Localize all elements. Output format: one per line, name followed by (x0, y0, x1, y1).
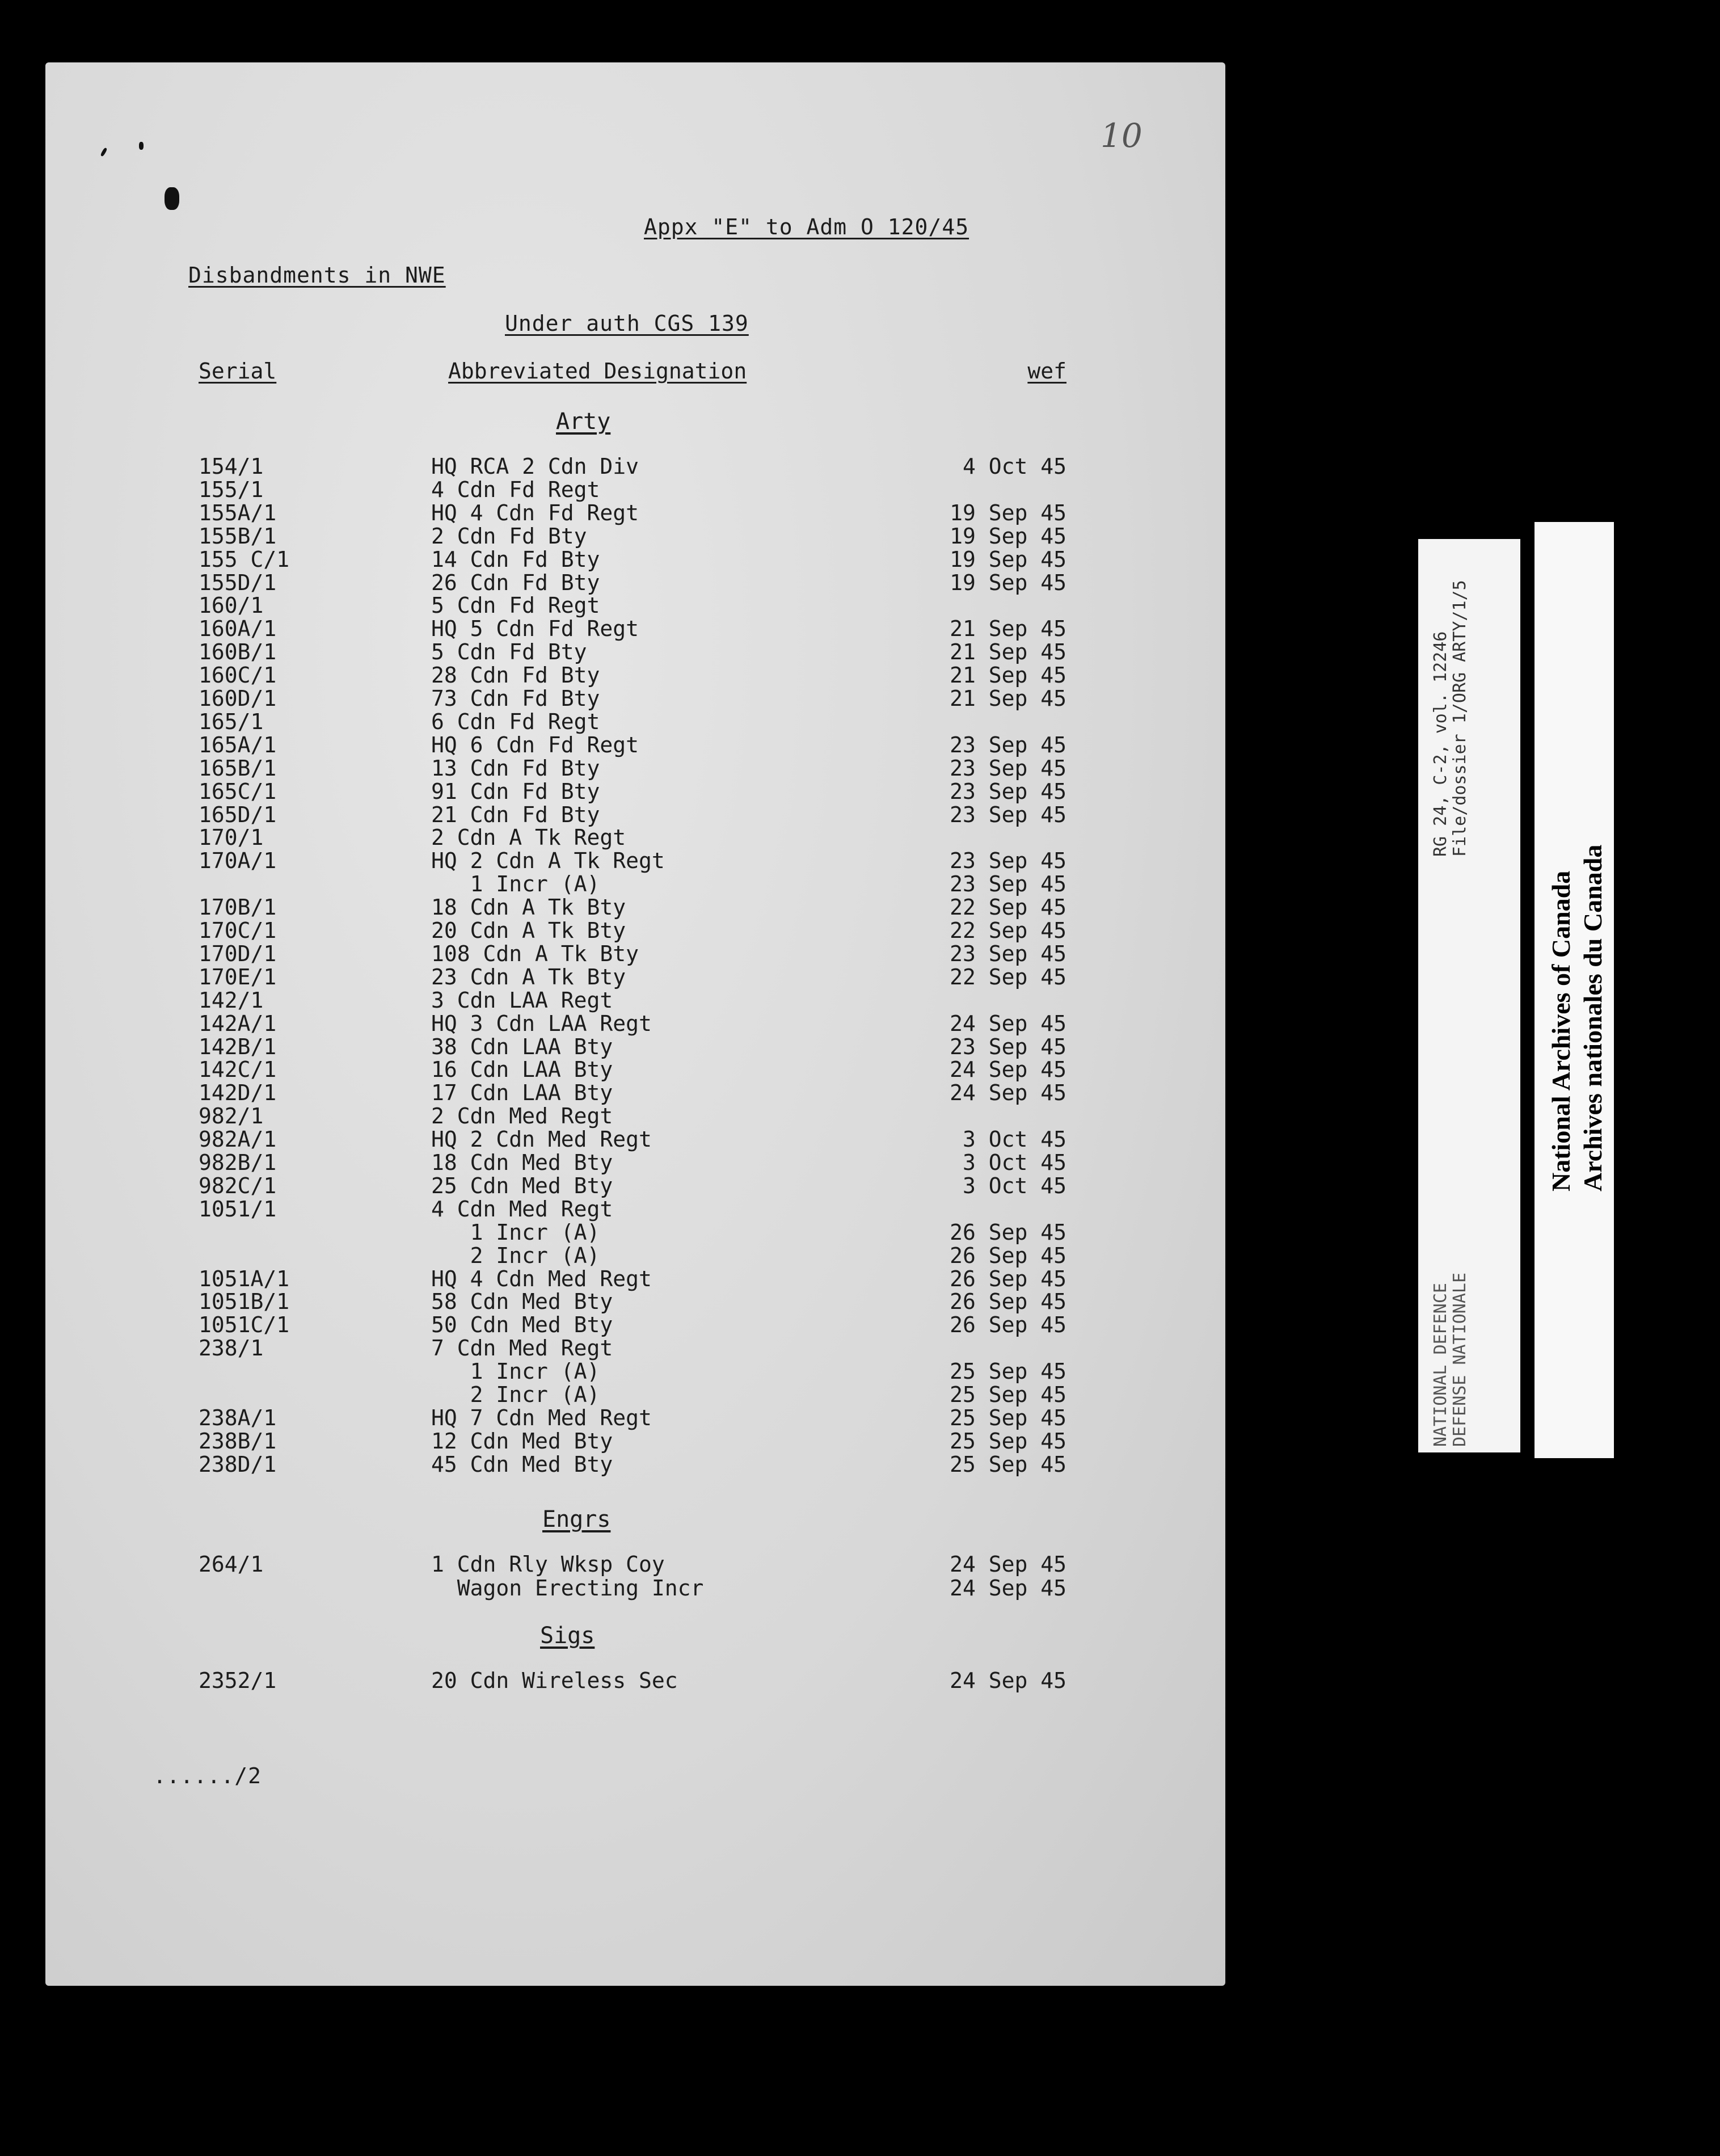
table-row (45, 1336, 1225, 1361)
designation-cell: 18 Cdn Med Bty (431, 1150, 613, 1175)
table-row (45, 755, 1225, 781)
wef-cell: 26 Sep 45 (950, 1289, 1066, 1315)
designation-cell: 25 Cdn Med Bty (431, 1173, 613, 1198)
designation-cell: 18 Cdn A Tk Bty (431, 895, 626, 920)
table-row (45, 918, 1225, 941)
table-row (45, 454, 1225, 477)
table-row (45, 1668, 1225, 1691)
table-row (45, 477, 1225, 500)
table-row (45, 1011, 1225, 1034)
serial-cell: 982A/1 (199, 1127, 277, 1152)
designation-cell: 2 Cdn A Tk Regt (431, 825, 626, 850)
table-row (45, 1428, 1225, 1454)
table-row (45, 1289, 1225, 1315)
wef-cell: 19 Sep 45 (950, 523, 1066, 549)
table-row (45, 1220, 1225, 1243)
designation-cell: HQ 4 Cdn Fd Regt (431, 500, 639, 525)
column-headers (45, 359, 1225, 384)
table-row (45, 593, 1225, 616)
table-row (45, 1452, 1225, 1475)
wef-cell: 25 Sep 45 (950, 1382, 1066, 1407)
table-row (45, 1552, 1225, 1577)
serial-cell: 238A/1 (199, 1405, 277, 1430)
wef-cell: 4 Oct 45 (962, 454, 1066, 479)
designation-cell: 5 Cdn Fd Bty (431, 639, 587, 665)
document-title: Disbandments in NWE (188, 263, 446, 288)
serial-cell: 142A/1 (199, 1010, 277, 1036)
table-row (45, 1266, 1225, 1289)
wef-cell: 3 Oct 45 (962, 1150, 1066, 1175)
serial-cell: 238D/1 (199, 1451, 277, 1477)
serial-cell: 160/1 (199, 593, 264, 618)
wef-cell: 23 Sep 45 (950, 871, 1066, 897)
serial-cell: 155 C/1 (199, 546, 290, 572)
table-row (45, 523, 1225, 549)
serial-cell: 1051A/1 (199, 1266, 290, 1291)
wef-cell: 19 Sep 45 (950, 500, 1066, 525)
designation-cell: 6 Cdn Fd Regt (431, 709, 600, 734)
wef-cell: 23 Sep 45 (950, 755, 1066, 781)
wef-cell: 24 Sep 45 (950, 1552, 1066, 1577)
serial-cell: 142C/1 (199, 1057, 277, 1083)
header-reference: Appx "E" to Adm O 120/45 (644, 214, 969, 239)
serial-cell: 982C/1 (199, 1173, 277, 1198)
table-row (45, 732, 1225, 755)
designation-cell: 45 Cdn Med Bty (431, 1451, 613, 1477)
serial-cell: 170E/1 (199, 964, 277, 989)
serial-cell: 142/1 (199, 987, 264, 1013)
wef-cell: 23 Sep 45 (950, 802, 1066, 827)
wef-cell: 23 Sep 45 (950, 778, 1066, 804)
wef-cell: 19 Sep 45 (950, 570, 1066, 595)
designation-cell: 91 Cdn Fd Bty (431, 778, 600, 804)
serial-cell: 155B/1 (199, 523, 277, 549)
table-row (45, 825, 1225, 848)
serial-cell: 160B/1 (199, 639, 277, 665)
serial-cell: 264/1 (199, 1552, 264, 1577)
designation-cell: 50 Cdn Med Bty (431, 1312, 613, 1338)
designation-cell: HQ 7 Cdn Med Regt (431, 1405, 652, 1430)
designation-cell: HQ 3 Cdn LAA Regt (431, 1010, 652, 1036)
archive-ref-line2: File/dossier 1/ORG ARTY/1/5 (1450, 580, 1470, 857)
archives-name-en: National Archives of Canada (1546, 870, 1575, 1191)
wef-cell: 21 Sep 45 (950, 639, 1066, 665)
wef-cell: 21 Sep 45 (950, 686, 1066, 711)
column-header-serial: Serial (199, 359, 277, 384)
serial-cell: 982B/1 (199, 1150, 277, 1175)
designation-cell: 17 Cdn LAA Bty (431, 1080, 613, 1106)
table-row (45, 1405, 1225, 1428)
table-row (45, 1127, 1225, 1152)
table-row (45, 1034, 1225, 1057)
serial-cell: 142B/1 (199, 1034, 277, 1059)
ink-speck (100, 148, 107, 157)
designation-cell: HQ 2 Cdn A Tk Regt (431, 848, 665, 874)
wef-cell: 24 Sep 45 (950, 1576, 1066, 1601)
wef-cell: 24 Sep 45 (950, 1668, 1066, 1693)
authority-line: Under auth CGS 139 (505, 311, 749, 336)
designation-cell: 1 Incr (A) (431, 1219, 600, 1245)
table-row (45, 1576, 1225, 1601)
designation-cell: 23 Cdn A Tk Bty (431, 964, 626, 989)
designation-cell: 1 Incr (A) (431, 1359, 600, 1384)
designation-cell: HQ 5 Cdn Fd Regt (431, 616, 639, 642)
serial-cell: 170/1 (199, 825, 264, 850)
table-row (45, 779, 1225, 802)
wef-cell: 19 Sep 45 (950, 546, 1066, 572)
designation-cell: 28 Cdn Fd Bty (431, 663, 600, 688)
table-row (45, 663, 1225, 688)
department-line2: DEFENSE NATIONALE (1450, 1272, 1470, 1447)
designation-cell: Wagon Erecting Incr (431, 1576, 704, 1601)
table-row (45, 895, 1225, 920)
serial-cell: 170D/1 (199, 941, 277, 966)
table-row (45, 1312, 1225, 1338)
archives-name-fr: Archives nationales du Canada (1578, 844, 1607, 1191)
archive-ref-line1: RG 24, C-2, vol. 12246 (1431, 631, 1451, 857)
wef-cell: 26 Sep 45 (950, 1219, 1066, 1245)
designation-cell: HQ 2 Cdn Med Regt (431, 1127, 652, 1152)
serial-cell: 170A/1 (199, 848, 277, 874)
wef-cell: 24 Sep 45 (950, 1010, 1066, 1036)
table-row (45, 570, 1225, 593)
serial-cell: 155D/1 (199, 570, 277, 595)
serial-cell: 142D/1 (199, 1080, 277, 1106)
wef-cell: 23 Sep 45 (950, 941, 1066, 966)
designation-cell: 4 Cdn Med Regt (431, 1196, 613, 1222)
designation-cell: 3 Cdn LAA Regt (431, 987, 613, 1013)
designation-cell: 2 Incr (A) (431, 1382, 600, 1407)
designation-cell: 12 Cdn Med Bty (431, 1428, 613, 1454)
designation-cell: 38 Cdn LAA Bty (431, 1034, 613, 1059)
designation-cell: HQ 4 Cdn Med Regt (431, 1266, 652, 1291)
table-row (45, 500, 1225, 523)
designation-cell: HQ 6 Cdn Fd Regt (431, 732, 639, 757)
serial-cell: 165B/1 (199, 755, 277, 781)
designation-cell: 13 Cdn Fd Bty (431, 755, 600, 781)
wef-cell: 25 Sep 45 (950, 1359, 1066, 1384)
wef-cell: 26 Sep 45 (950, 1243, 1066, 1268)
wef-cell: 25 Sep 45 (950, 1428, 1066, 1454)
section-heading: Sigs (540, 1623, 595, 1649)
designation-cell: 58 Cdn Med Bty (431, 1289, 613, 1315)
table-row (45, 709, 1225, 732)
wef-cell: 3 Oct 45 (962, 1127, 1066, 1152)
wef-cell: 21 Sep 45 (950, 663, 1066, 688)
section-heading: Engrs (542, 1506, 611, 1532)
designation-cell: 16 Cdn LAA Bty (431, 1057, 613, 1083)
table-row (45, 1150, 1225, 1173)
wef-cell: 23 Sep 45 (950, 1034, 1066, 1059)
designation-cell: 2 Incr (A) (431, 1243, 600, 1268)
table-row (45, 616, 1225, 642)
wef-cell: 3 Oct 45 (962, 1173, 1066, 1198)
column-header-designation: Abbreviated Designation (448, 359, 747, 384)
wef-cell: 26 Sep 45 (950, 1312, 1066, 1338)
serial-cell: 165C/1 (199, 778, 277, 804)
serial-cell: 2352/1 (199, 1668, 277, 1693)
archives-stamp-label (1534, 522, 1614, 1458)
serial-cell: 155/1 (199, 477, 264, 502)
table-row (45, 1057, 1225, 1083)
serial-cell: 1051B/1 (199, 1289, 290, 1315)
archive-reference-label (1418, 539, 1520, 1452)
serial-cell: 165A/1 (199, 732, 277, 757)
serial-cell: 170C/1 (199, 918, 277, 943)
designation-cell: 20 Cdn Wireless Sec (431, 1668, 678, 1693)
table-row (45, 965, 1225, 987)
serial-cell: 238/1 (199, 1336, 264, 1361)
table-row (45, 1196, 1225, 1222)
ink-speck (139, 142, 144, 150)
ink-blot (165, 187, 179, 210)
designation-cell: 108 Cdn A Tk Bty (431, 941, 639, 966)
designation-cell: 2 Cdn Med Regt (431, 1104, 613, 1129)
serial-cell: 165D/1 (199, 802, 277, 827)
column-header-wef: wef (1027, 359, 1066, 384)
continuation-marker: ....../2 (153, 1763, 262, 1788)
table-row (45, 1382, 1225, 1405)
page-number-handwritten: 10 (1101, 116, 1143, 155)
serial-cell: 1051C/1 (199, 1312, 290, 1338)
wef-cell: 25 Sep 45 (950, 1405, 1066, 1430)
designation-cell: HQ RCA 2 Cdn Div (431, 454, 639, 479)
wef-cell: 22 Sep 45 (950, 918, 1066, 943)
wef-cell: 22 Sep 45 (950, 895, 1066, 920)
designation-cell: 20 Cdn A Tk Bty (431, 918, 626, 943)
serial-cell: 1051/1 (199, 1196, 277, 1222)
serial-cell: 160D/1 (199, 686, 277, 711)
designation-cell: 2 Cdn Fd Bty (431, 523, 587, 549)
wef-cell: 25 Sep 45 (950, 1451, 1066, 1477)
table-row (45, 987, 1225, 1013)
designation-cell: 1 Incr (A) (431, 871, 600, 897)
department-line1: NATIONAL DEFENCE (1431, 1283, 1451, 1447)
wef-cell: 23 Sep 45 (950, 732, 1066, 757)
serial-cell: 155A/1 (199, 500, 277, 525)
table-row (45, 1243, 1225, 1266)
wef-cell: 23 Sep 45 (950, 848, 1066, 874)
table-row (45, 871, 1225, 897)
wef-cell: 22 Sep 45 (950, 964, 1066, 989)
designation-cell: 1 Cdn Rly Wksp Coy (431, 1552, 665, 1577)
serial-cell: 982/1 (199, 1104, 264, 1129)
serial-cell: 160A/1 (199, 616, 277, 642)
table-row (45, 848, 1225, 874)
table-row (45, 941, 1225, 964)
document-page (45, 62, 1225, 1986)
section-heading: Arty (556, 409, 611, 435)
serial-cell: 238B/1 (199, 1428, 277, 1454)
table-row (45, 1173, 1225, 1196)
serial-cell: 165/1 (199, 709, 264, 734)
serial-cell: 160C/1 (199, 663, 277, 688)
table-row (45, 802, 1225, 825)
designation-cell: 14 Cdn Fd Bty (431, 546, 600, 572)
designation-cell: 26 Cdn Fd Bty (431, 570, 600, 595)
wef-cell: 21 Sep 45 (950, 616, 1066, 642)
table-row (45, 1104, 1225, 1129)
table-row (45, 639, 1225, 665)
table-row (45, 1359, 1225, 1382)
table-row (45, 1080, 1225, 1106)
designation-cell: 7 Cdn Med Regt (431, 1336, 613, 1361)
serial-cell: 170B/1 (199, 895, 277, 920)
wef-cell: 26 Sep 45 (950, 1266, 1066, 1291)
designation-cell: 5 Cdn Fd Regt (431, 593, 600, 618)
serial-cell: 154/1 (199, 454, 264, 479)
wef-cell: 24 Sep 45 (950, 1057, 1066, 1083)
designation-cell: 73 Cdn Fd Bty (431, 686, 600, 711)
wef-cell: 24 Sep 45 (950, 1080, 1066, 1106)
designation-cell: 21 Cdn Fd Bty (431, 802, 600, 827)
table-row (45, 686, 1225, 709)
designation-cell: 4 Cdn Fd Regt (431, 477, 600, 502)
table-row (45, 547, 1225, 570)
